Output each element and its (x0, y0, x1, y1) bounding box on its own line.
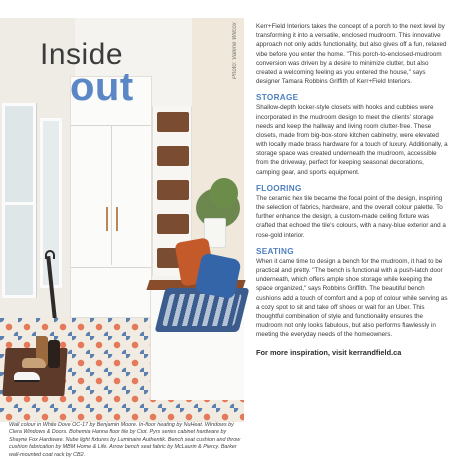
photo-credit: Photo: Valerie Wilcox (232, 22, 238, 79)
bench-cushion (155, 288, 250, 332)
title-line-1: Inside (40, 38, 124, 71)
basket (157, 146, 189, 166)
window (2, 103, 36, 298)
intro-paragraph: Kerr+Field Interiors takes the concept of a porch to the next level by transforming it into a versatile, enclosed mudroom. This innovative approach not only adds functionality, but also gives off a fun, relaxed vibe before you enter the home. "This porch-to-enclosed-mudroom conversion was driven by a desire to minimize clutter, but also created a welcoming feeling as you entered the house," says designer Tamara Robbins Griffith of Kerr+Field Interiors. (256, 23, 447, 86)
title-line-2: out (70, 65, 134, 109)
brass-handle-right (116, 207, 118, 231)
photo-caption: Wall colour in White Dove OC-17 by Benjamin Moore. In-floor heating by NuHeat. Windows by Clera Windows & Doors. Bohemia Hanna floor tile by Ciot. Pyrs series cabinet hardware by Shayne Fox Hardware. Nube light fixtures by Luminaire Authentik. Bench seat cushion and throw cushion fabrication by MBM Home & Life. Arrow bench seat fabric by McLaurin & Piercy. Barker wall-mounted coat rack by CB2. (9, 422, 241, 458)
sneaker (14, 372, 40, 382)
basket (157, 112, 189, 132)
article-column (256, 22, 448, 357)
section-text-seating: When it came time to design a bench for the mudroom, it had to be practical and pretty. "The bench is functional with a push-latch door underneath, which offers ample shoe storage while keeping the space organized," says Robbins Griffith. The beautiful bench cushions add a touch of comfort and a pop of colour while serving as a cozy spot to sit and take off shoes or wait for an Uber. This thoughtful combination of style and functionality ensures the mudroom not only looks fabulous, but also performs flawlessly in meeting the everyday needs of the homeowners. (256, 257, 448, 339)
plant-leaves (210, 178, 238, 208)
section-heading-flooring: FLOORING (256, 183, 302, 193)
blue-pillow (194, 252, 241, 299)
boot (48, 340, 60, 368)
section-text-storage: Shallow-depth locker-style closets with hooks and cubbies were incorporated in the mudroom design to meet the clients' storage needs and keep the hallway and living room clutter-free. These closets, made from big-box-store kitchen cabinetry, were elevated with locally made brass hardware for a touch of luxury. Additionally, a storage space was created underneath the mudroom, accessible from the driveway, perfect for keeping seasonal decorations, camping gear, and sports equipment. (256, 104, 448, 176)
locker-cabinet (70, 76, 152, 318)
section-text-flooring: The ceramic hex tile became the focal point of the design, inspiring the selection of fabrics, hardware, and the overall colour palette. To further enhance the design, a custom-made ceiling fixture was crafted that echoed the tile's colours, with a navy-blue exterior and a rose-gold interior. (256, 194, 446, 239)
basket (157, 214, 189, 234)
section-heading-seating: SEATING (256, 246, 294, 256)
shoe (22, 358, 46, 368)
brass-handle-left (106, 207, 108, 231)
section-heading-storage: STORAGE (256, 93, 299, 103)
website-callout: For more inspiration, visit kerrandfield.ca (256, 348, 402, 358)
basket (157, 180, 189, 200)
